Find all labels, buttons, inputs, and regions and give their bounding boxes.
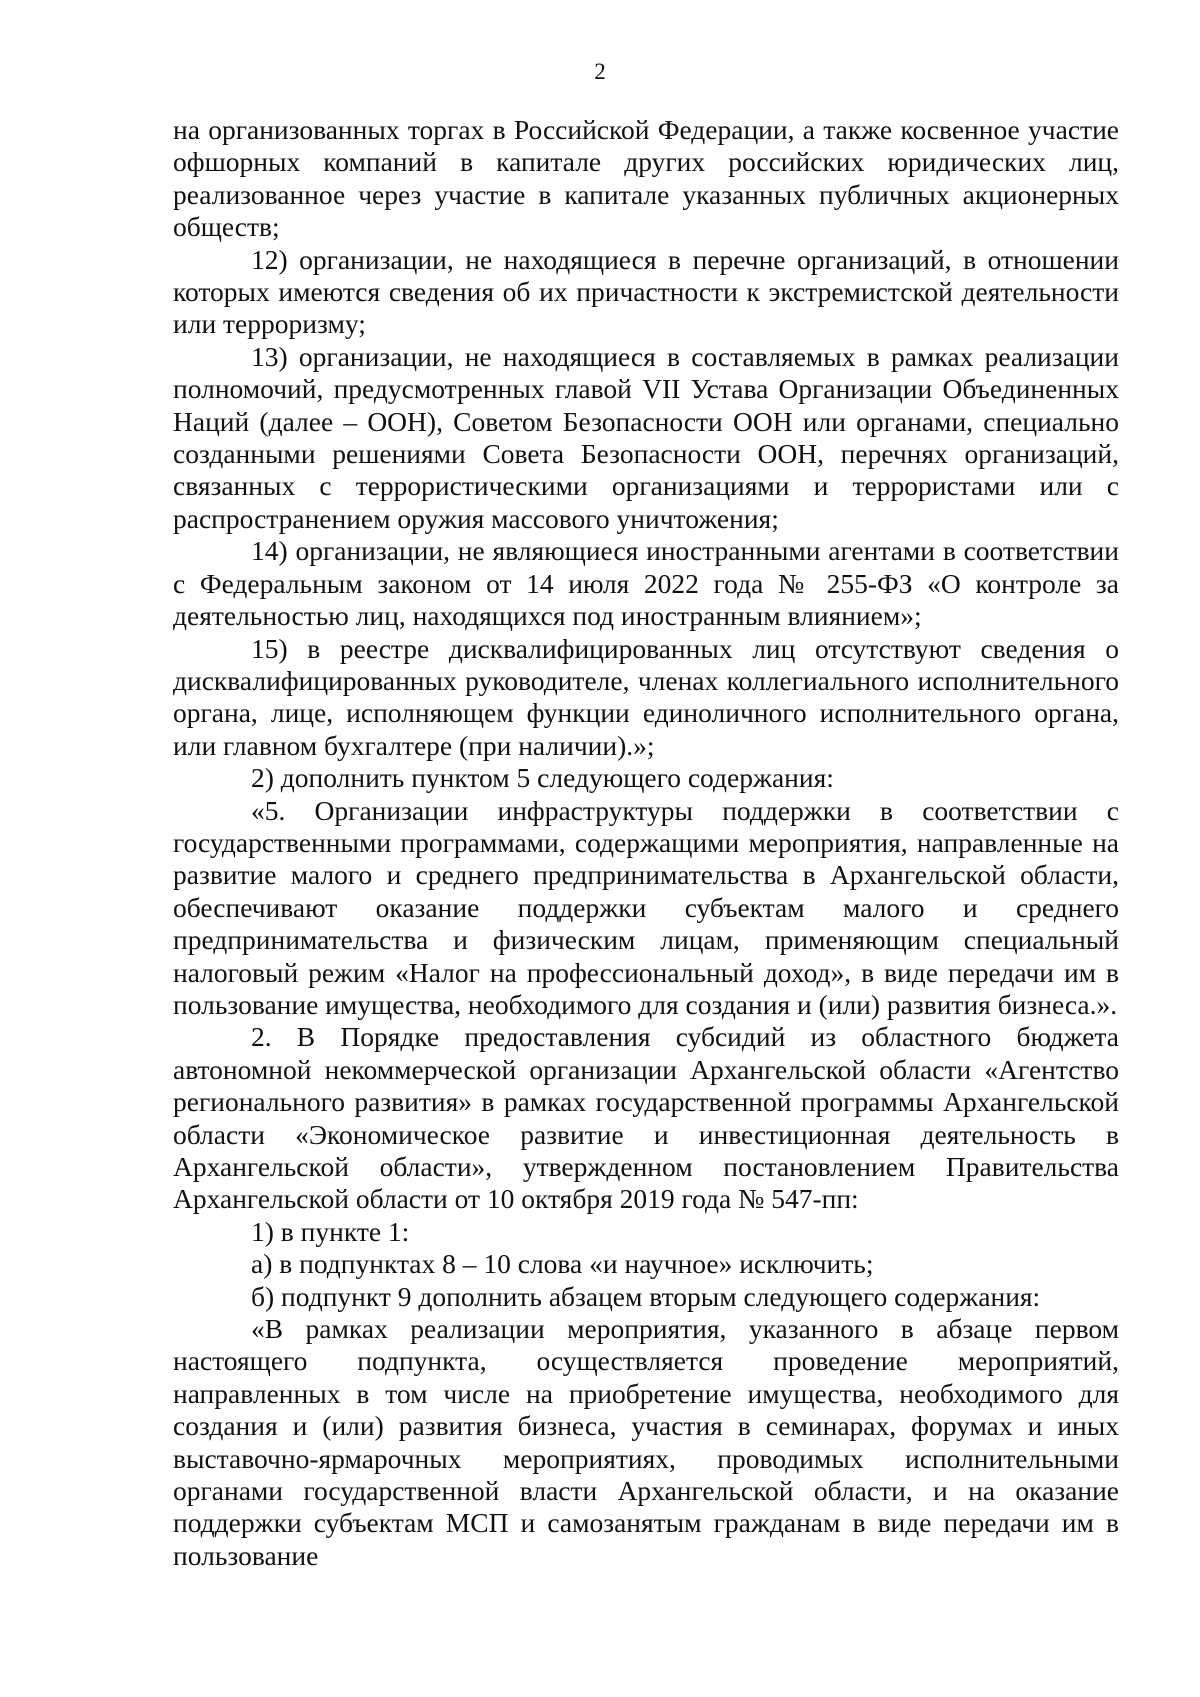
paragraph-in-point-1: 1) в пункте 1:: [251, 1215, 410, 1247]
paragraph-point-5: «5. Организации инфраструктуры поддержки в соответствии с государственными программами, содержащими мероприятия, направленные на развитие малого и среднего предпринимательства в Архангельской области, обеспечивают оказание поддержки субъектам малого и среднего предпринимательства и физическим лицам, применяющим специальный налоговый режим «Налог на профессиональный доход», в виде передачи им в пользование имущества, необходимого для создания и (или) развития бизнеса.».: [173, 794, 1119, 1020]
paragraph-item-12: 12) организации, не находящиеся в перечне организаций, в отношении которых имеются сведения об их причастности к экстремистской деятельности или терроризму;: [173, 243, 1119, 340]
paragraph-quoted-text: «В рамках реализации мероприятия, указанного в абзаце первом настоящего подпункта, осуществляется проведение мероприятий, направленных в том числе на приобретение имущества, необходимого для создания и (или) развития бизнеса, участия в семинарах, форумах и иных выставочно-ярмарочных мероприятиях, проводимых исполнительными органами государственной власти Архангельской области, и на оказание поддержки субъектам МСП и самозанятым гражданам в виде передачи им в пользование: [173, 1313, 1119, 1571]
paragraph-continuation: на организованных торгах в Российской Федерации, а также косвенное участие офшорных компаний в капитале других российских юридических лиц, реализованное через участие в капитале указанных публичных акционерных обществ;: [173, 114, 1119, 243]
paragraph-item-13: 13) организации, не находящиеся в составляемых в рамках реализации полномочий, предусмотренных главой VII Устава Организации Объединенных Наций (далее – ООН), Советом Безопасности ООН или органами, специально созданными решениями Совета Безопасности ООН, перечнях организаций, связанных с террористическими организациями и террористами или с распространением оружия массового уничтожения;: [173, 340, 1119, 534]
paragraph-amendment-2: 2) дополнить пунктом 5 следующего содержания:: [251, 762, 834, 794]
document-body: [173, 114, 1119, 1572]
paragraph-subitem-a: а) в подпунктах 8 – 10 слова «и научное» исключить;: [251, 1248, 874, 1280]
paragraph-item-14: 14) организации, не являющиеся иностранными агентами в соответствии с Федеральным законом от 14 июля 2022 года № 255-ФЗ «О контроле за деятельностью лиц, находящихся под иностранным влиянием»;: [173, 535, 1119, 632]
paragraph-section-2: 2. В Порядке предоставления субсидий из областного бюджета автономной некоммерческой организации Архангельской области «Агентство регионального развития» в рамках государственной программы Архангельской области «Экономическое развитие и инвестиционная деятельность в Архангельской области», утвержденном постановлением Правительства Архангельской области от 10 октября 2019 года № 547-пп:: [173, 1021, 1119, 1215]
paragraph-item-15: 15) в реестре дисквалифицированных лиц отсутствуют сведения о дисквалифицированных руководителе, членах коллегиального исполнительного органа, лице, исполняющем функции единоличного исполнительного органа, или главном бухгалтере (при наличии).»;: [173, 632, 1119, 761]
paragraph-subitem-b: б) подпункт 9 дополнить абзацем вторым следующего содержания:: [251, 1280, 1041, 1312]
page-number: 2: [594, 59, 606, 84]
